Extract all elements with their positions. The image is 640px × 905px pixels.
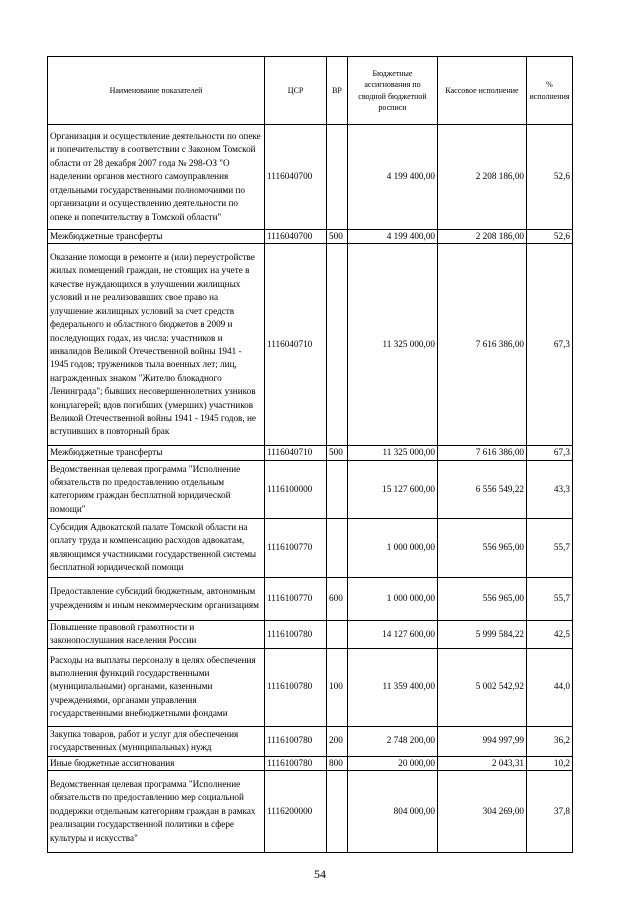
row-name: Оказание помощи в ремонте и (или) переустройстве жилых помещений граждан, не стоящих на учете в качестве нуждающихся в улучшении жилищных условий и не реализовавших свое право на улучшение жилищных условий за счет средств федерального и областного бюджетов в 2009 и последующих годах, из числа: участников и инвалидов Великой Отечественной войны 1941 - 1945 годов; тружеников тыла военных лет; лиц, награжденных знаком "Жителю блокадного Ленинграда"; бывших несовершеннолетних узников концлагерей; вдов погибших (умерших) участников Великой Отечественной войны 1941 - 1945 годов, не вступивших в повторный брак [48,244,265,446]
row-cash: 7 616 386,00 [438,446,527,460]
row-cash: 6 556 549,22 [438,460,527,518]
header-percent: % исполнения [527,57,573,125]
row-name: Межбюджетные трансферты [48,446,265,460]
row-percent: 37,8 [527,771,573,853]
table-row [48,244,573,446]
row-csr: 1116100000 [265,460,327,518]
row-budget: 4 199 400,00 [348,230,438,244]
row-vr: 100 [327,648,348,726]
row-name: Организация и осуществление деятельности по опеке и попечительству в соответствии с Законом Томской области от 28 декабря 2007 года № 298-ОЗ "О наделении органов местного самоуправления отдельными государственными полномочиями по организации и осуществлению деятельности по опеке и попечительству в Томской области" [48,125,265,230]
row-cash: 5 999 584,22 [438,620,527,648]
row-csr: 1116040710 [265,446,327,460]
table-row [48,460,573,518]
header-budget: Бюджетные ассигнования по сводной бюджетной росписи [348,57,438,125]
row-vr [327,518,348,577]
row-vr [327,244,348,446]
row-percent: 52,6 [527,125,573,230]
table-row [48,620,573,648]
row-percent: 44,0 [527,648,573,726]
table-row [48,518,573,577]
row-vr [327,460,348,518]
row-name: Повышение правовой грамотности и законопослушания населения России [48,620,265,648]
row-name: Иные бюджетные ассигнования [48,756,265,770]
row-name: Межбюджетные трансферты [48,230,265,244]
page-number: 54 [314,867,326,881]
row-cash: 2 208 186,00 [438,125,527,230]
table-row [48,648,573,726]
row-cash: 994 997,99 [438,726,527,756]
row-budget: 4 199 400,00 [348,125,438,230]
row-csr: 1116040710 [265,244,327,446]
header-vr: ВР [327,57,348,125]
row-budget: 11 325 000,00 [348,244,438,446]
header-name: Наименование показателей [48,57,265,125]
row-budget: 2 748 200,00 [348,726,438,756]
row-percent: 67,3 [527,446,573,460]
row-csr: 1116100770 [265,577,327,620]
header-cash: Кассовое исполнение [438,57,527,125]
header-csr: ЦСР [265,57,327,125]
row-cash: 556 965,00 [438,518,527,577]
row-percent: 52,6 [527,230,573,244]
row-cash: 2 208 186,00 [438,230,527,244]
row-percent: 55,7 [527,518,573,577]
row-budget: 1 000 000,00 [348,577,438,620]
row-budget: 11 359 400,00 [348,648,438,726]
row-vr [327,771,348,853]
row-cash: 2 043,31 [438,756,527,770]
row-budget: 14 127 600,00 [348,620,438,648]
table-row [48,756,573,770]
row-budget: 1 000 000,00 [348,518,438,577]
row-csr: 1116100770 [265,518,327,577]
row-csr: 1116100780 [265,648,327,726]
row-vr: 500 [327,230,348,244]
budget-table [47,56,573,853]
table-row [48,446,573,460]
row-name: Предоставление субсидий бюджетным, автономным учреждениям и иным некоммерческим организациям [48,577,265,620]
row-vr: 800 [327,756,348,770]
row-budget: 11 325 000,00 [348,446,438,460]
row-percent: 36,2 [527,726,573,756]
row-vr: 600 [327,577,348,620]
table-row [48,125,573,230]
row-cash: 556 965,00 [438,577,527,620]
row-name: Закупка товаров, работ и услуг для обеспечения государственных (муниципальных) нужд [48,726,265,756]
row-name: Расходы на выплаты персоналу в целях обеспечения выполнения функций государственными (муниципальными) органами, казенными учреждениями, органами управления государственными внебюджетными фондами [48,648,265,726]
row-budget: 15 127 600,00 [348,460,438,518]
header-row [48,57,573,125]
table-row [48,771,573,853]
row-csr: 1116040700 [265,125,327,230]
row-budget: 804 000,00 [348,771,438,853]
row-cash: 5 002 542,92 [438,648,527,726]
row-csr: 1116100780 [265,756,327,770]
row-percent: 43,3 [527,460,573,518]
row-percent: 10,2 [527,756,573,770]
table-row [48,726,573,756]
row-percent: 67,3 [527,244,573,446]
row-vr: 200 [327,726,348,756]
row-csr: 1116200000 [265,771,327,853]
row-percent: 42,5 [527,620,573,648]
row-csr: 1116100780 [265,620,327,648]
row-vr [327,125,348,230]
row-percent: 55,7 [527,577,573,620]
row-vr [327,620,348,648]
row-budget: 20 000,00 [348,756,438,770]
row-cash: 7 616 386,00 [438,244,527,446]
table-row [48,230,573,244]
row-csr: 1116040700 [265,230,327,244]
row-name: Ведомственная целевая программа "Исполнение обязательств по предоставлению отдельным категориям граждан бесплатной юридической помощи" [48,460,265,518]
row-csr: 1116100780 [265,726,327,756]
row-cash: 304 269,00 [438,771,527,853]
row-vr: 500 [327,446,348,460]
row-name: Ведомственная целевая программа "Исполнение обязательств по предоставлению мер социальной поддержки отдельным категориям граждан в рамках реализации государственной политики в сфере культуры и искусства" [48,771,265,853]
table-row [48,577,573,620]
row-name: Субсидия Адвокатской палате Томской области на оплату труда и компенсацию расходов адвокатам, являющимся участниками государственной системы бесплатной юридической помощи [48,518,265,577]
